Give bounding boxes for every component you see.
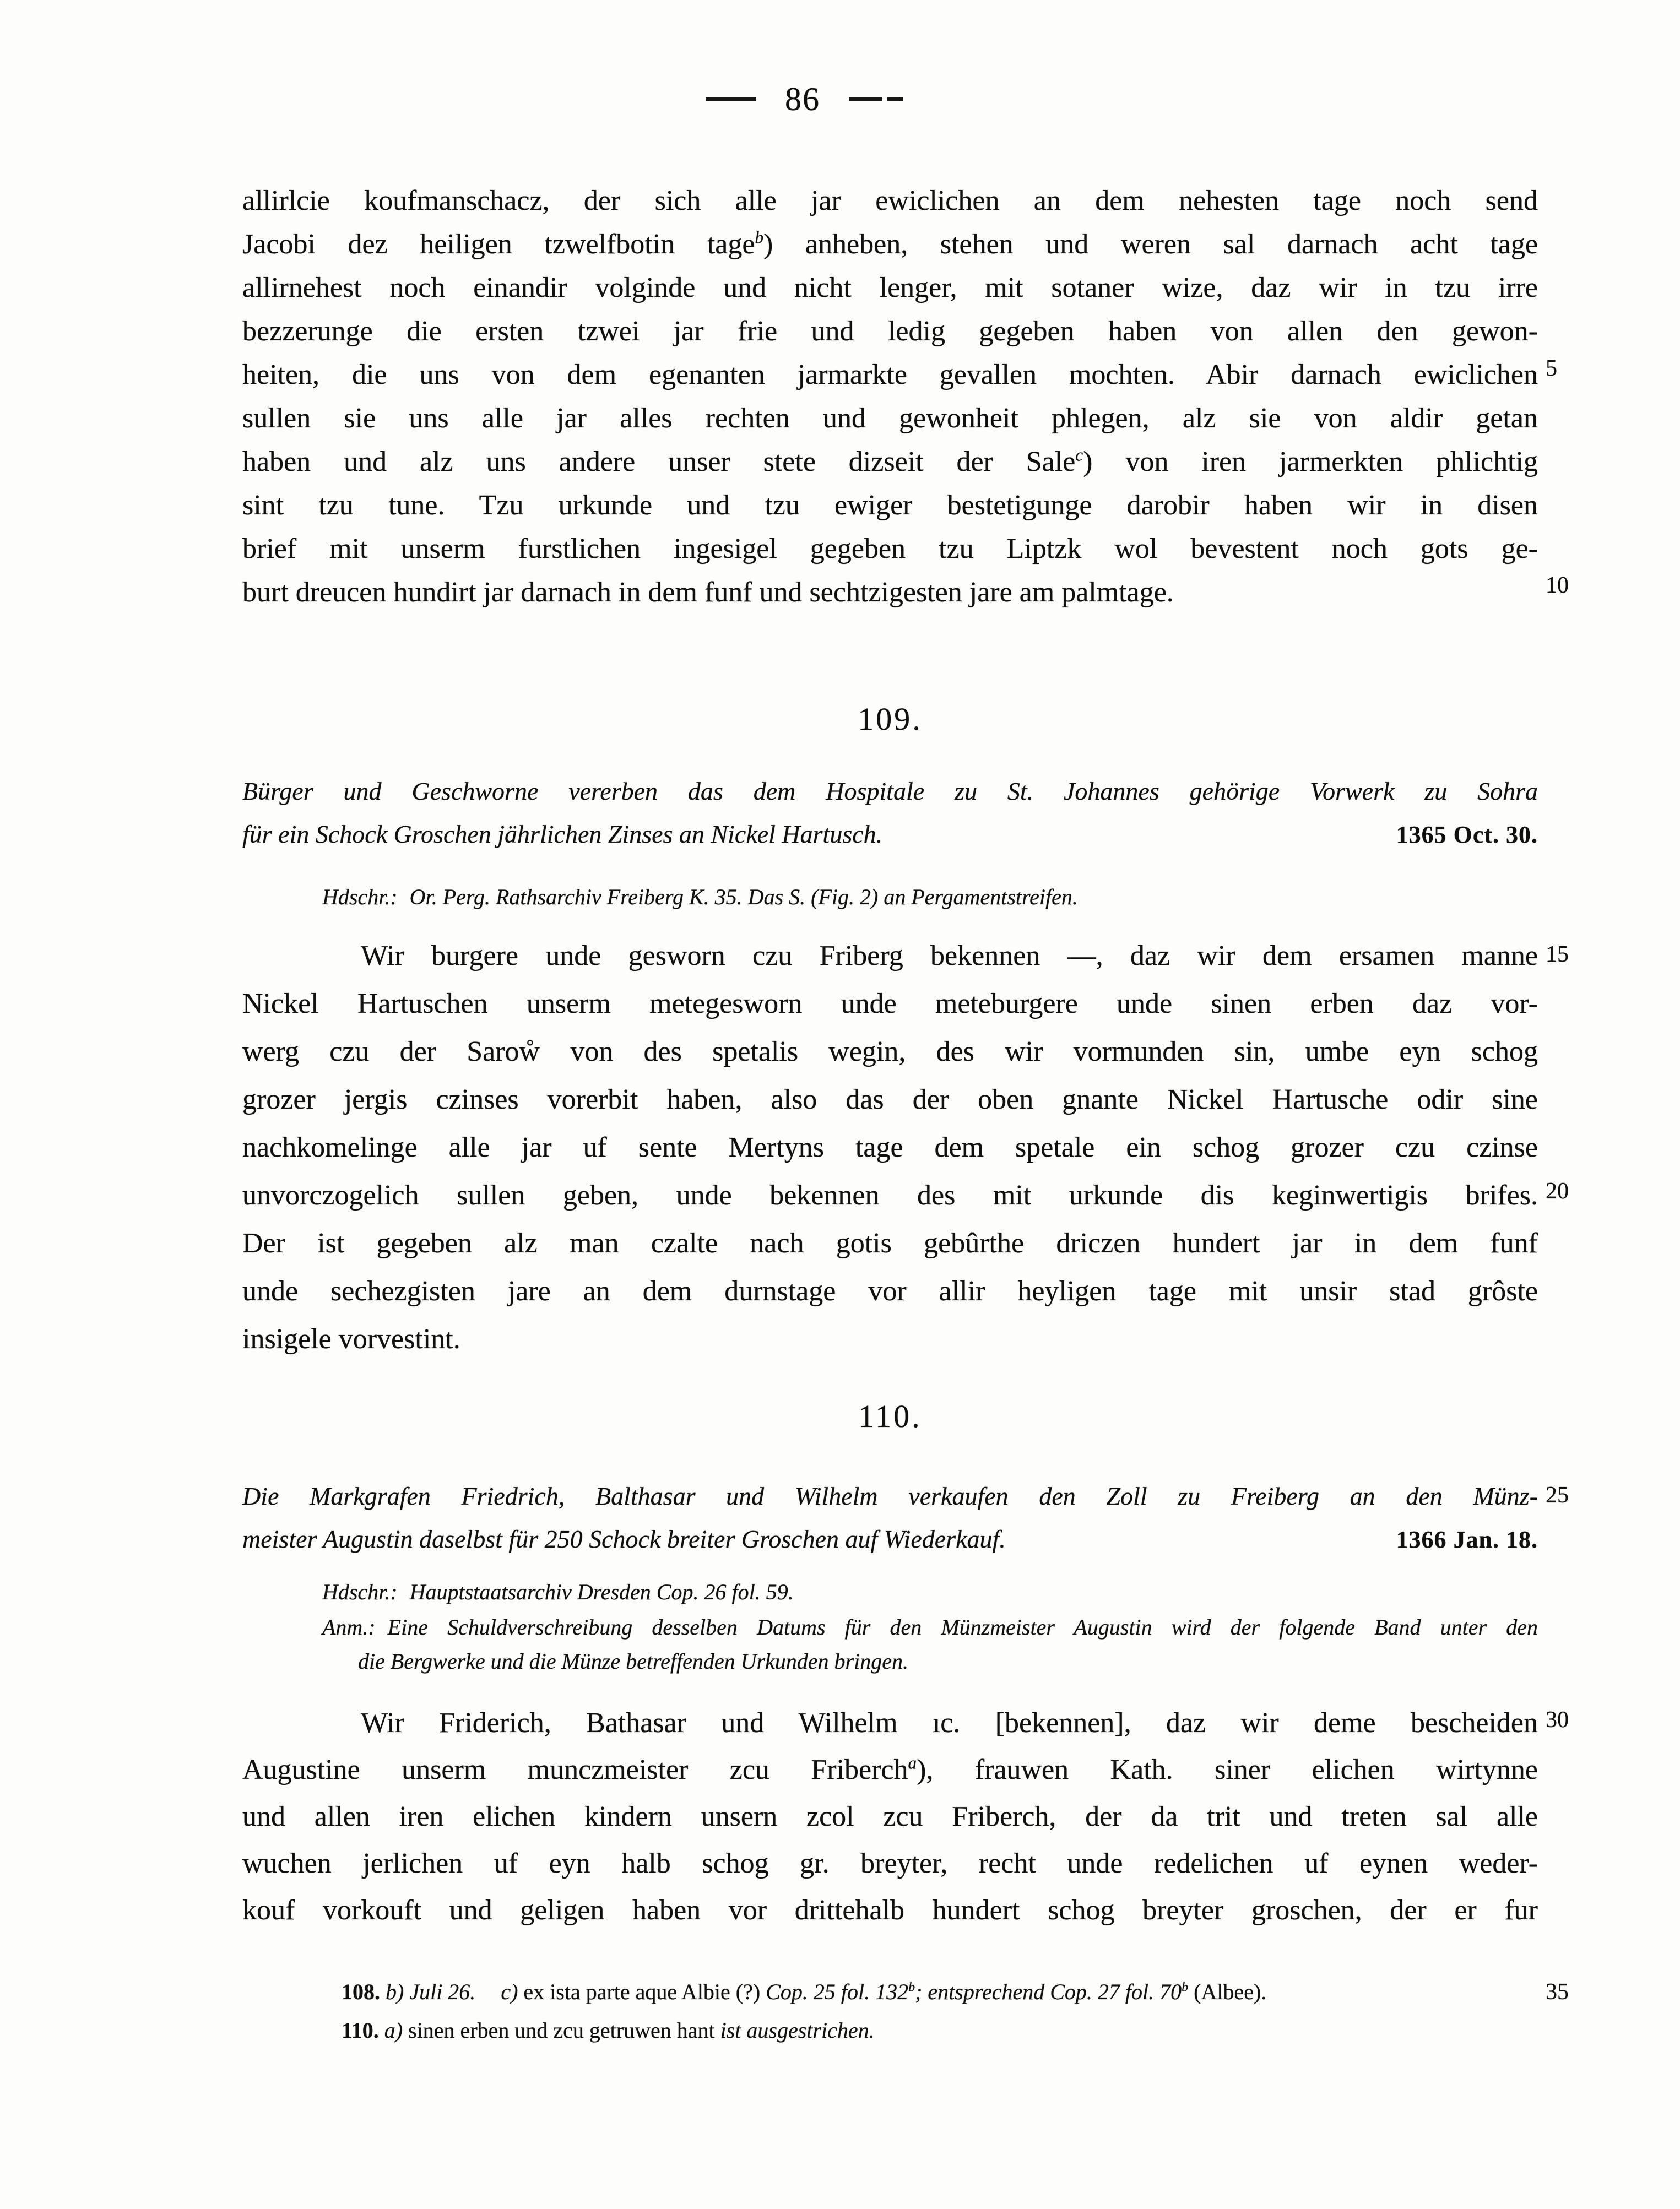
text-line: bezzerunge die ersten tzwei jar frie und ledig gegeben haben von allen den gewon- [242,316,1538,347]
text-line: kouf vorkouft und geligen haben vor drittehalb hundert schog breyter groschen, der er fur [242,1895,1538,1926]
charter-110-text [242,1700,1538,1934]
text-line: sullen sie uns alle jar alles rechten und gewonheit phlegen, alz sie von aldir getan [242,403,1538,434]
text-line: burt dreucen hundirt jar darnach in dem funf und sechtzigesten jare am palmtage. [242,577,1174,608]
regest-text: für ein Schock Groschen jährlichen Zinses an Nickel Hartusch. [242,820,883,848]
header-rule-right-long [849,97,882,101]
text-run: ) anheben, stehen und weren sal darnach acht tage [763,229,1538,260]
footnote-marker-a: a) [384,2018,403,2043]
margin-line-number-25: 25 [1546,1483,1569,1508]
text-line: insigele vorvestint. [242,1323,460,1355]
charter-109-source [322,880,1538,914]
text-line: allirnehest noch einandir volginde und nicht lenger, mit sotaner wize, daz wir in tzu irre [242,272,1538,303]
footnote-110 [342,2013,1548,2048]
text-run: Augustine unserm munczmeister zcu Friberch [242,1754,908,1785]
source-text: Hauptstaatsarchiv Dresden Cop. 26 fol. 59. [409,1580,794,1604]
charter-110-number: 110. [858,1398,922,1434]
header-rule-left [706,97,756,101]
text-line: werg czu der Saroẘ von des spetalis wegin, des wir vormunden sin, umbe eyn schog [242,1036,1538,1067]
charter-109-date: 1365 Oct. 30. [1396,821,1538,848]
text-line [242,1746,1538,1793]
header-rule-right-short [887,97,903,101]
text-line: allirlcie koufmanschacz, der sich alle jar ewiclichen an dem nehesten tage noch send [242,185,1538,216]
text-line: Wir Friderich, Bathasar und Wilhelm ıc. [bekennen], daz wir deme bescheiden [361,1707,1538,1739]
margin-line-number-15: 15 [1546,942,1569,967]
note-label: Anm.: [322,1615,376,1640]
footnote-text: Cop. 25 fol. 132 [766,1979,909,2004]
charter-109-number: 109. [858,701,923,737]
header-rule-right [849,97,903,101]
page-number: 86 [785,81,820,117]
footnote-text: ist ausgestrichen. [720,2018,875,2043]
footnote-number: 110. [342,2018,379,2043]
charter-108-continuation [242,179,1538,614]
regest-text: meister Augustin daselbst für 250 Schock breiter Groschen auf Wiederkauf. [242,1525,1006,1553]
text-line [242,440,1538,484]
footnote-text: (Albee). [1194,1979,1267,2004]
footnote-quote: sinen erben und zcu getruwen hant [408,2018,715,2043]
footnote-108 [342,1975,1548,2009]
folio-superscript: b [1182,1980,1189,1995]
text-line: grozer jergis czinses vorerbit haben, also das der oben gnante Nickel Hartusche odir sine [242,1084,1538,1115]
note-text: Eine Schuldverschreibung desselben Datums für den Münzmeister Augustin wird der folgende Band unter den [387,1615,1538,1640]
text-line [242,222,1538,266]
footnote-marker-c: c) [501,1979,518,2004]
text-line: unde sechezgisten jare an dem durnstage vor allir heyligen tage mit unsir stad grôste [242,1276,1538,1307]
text-run: ), frauwen Kath. siner elichen wirtynne [917,1754,1538,1785]
source-label: Hdschr.: [322,1580,398,1604]
text-line: brief mit unserm furstlichen ingesigel gegeben tzu Liptzk wol bevestent noch gots ge- [242,533,1538,565]
margin-line-number-10: 10 [1546,573,1569,598]
text-run: ) von iren jarmerkten phlichtig [1083,446,1538,477]
text-line: Nickel Hartuschen unserm metegesworn unde meteburgere unde sinen erben daz vor- [242,988,1538,1019]
regest-line: Die Markgrafen Friedrich, Balthasar und Wilhelm verkaufen den Zoll zu Freiberg an den Münz- [242,1482,1538,1510]
footnotes [342,1975,1548,2048]
charter-110-date: 1366 Jan. 18. [1396,1526,1538,1553]
text-line: heiten, die uns von dem egenanten jarmarkte gevallen mochten. Abir darnach ewiclichen [242,359,1538,390]
text-line: wuchen jerlichen uf eyn halb schog gr. breyter, recht unde redelichen uf eynen weder- [242,1848,1538,1879]
source-label: Hdschr.: [322,884,398,909]
charter-109-text [242,932,1538,1363]
margin-line-number-5: 5 [1546,356,1557,381]
text-run: haben und alz uns andere unser stete dizseit der Sale [242,446,1076,477]
text-line: Der ist gegeben alz man czalte nach gotis gebûrthe driczen hundert jar in dem funf [242,1228,1538,1259]
regest-line [242,1518,1538,1561]
margin-line-number-20: 20 [1546,1179,1569,1204]
footnote-ref-a: a [908,1753,917,1773]
footnote-marker-b: b) [386,1979,404,2004]
footnote-text: Juli 26. [409,1979,476,2004]
folio-superscript: b [908,1980,915,1995]
text-run: Jacobi dez heiligen tzwelfbotin tage [242,229,755,260]
regest-line [242,813,1538,856]
text-line: Wir burgere unde gesworn czu Friberg bekennen —, daz wir dem ersamen manne [361,940,1538,971]
text-line: und allen iren elichen kindern unsern zcol zcu Friberch, der da trit und treten sal alle [242,1801,1538,1832]
margin-line-number-35: 35 [1546,1979,1569,2005]
running-header [0,83,1608,116]
note-line: die Bergwerke und die Münze betreffenden Urkunden bringen. [358,1649,908,1674]
text-line: unvorczogelich sullen geben, unde bekennen des mit urkunde dis keginwertigis brifes. [242,1180,1538,1211]
source-text: Or. Perg. Rathsarchiv Freiberg K. 35. Das S. (Fig. 2) an Pergamentstreifen. [409,884,1078,909]
charter-110-note [322,1610,1538,1644]
charter-110-regest [242,1475,1538,1561]
footnote-ref-c: c [1075,445,1083,465]
footnote-text: ; entsprechend Cop. 27 fol. 70 [915,1979,1182,2004]
margin-line-number-30: 30 [1546,1707,1569,1733]
charter-110-source [322,1575,1538,1609]
regest-line: Bürger und Geschworne vererben das dem Hospitale zu St. Johannes gehörige Vorwerk zu Sohra [242,777,1538,805]
footnote-ref-b: b [755,227,764,247]
note-line [322,1610,1538,1644]
text-line: nachkomelinge alle jar uf sente Mertyns tage dem spetale ein schog grozer czu czinse [242,1132,1538,1163]
charter-109-regest [242,770,1538,856]
text-line: sint tzu tune. Tzu urkunde und tzu ewiger bestetigunge darobir haben wir in disen [242,490,1538,521]
footnote-number: 108. [342,1979,380,2004]
footnote-quote: ex ista parte aque Albie (?) [523,1979,761,2004]
